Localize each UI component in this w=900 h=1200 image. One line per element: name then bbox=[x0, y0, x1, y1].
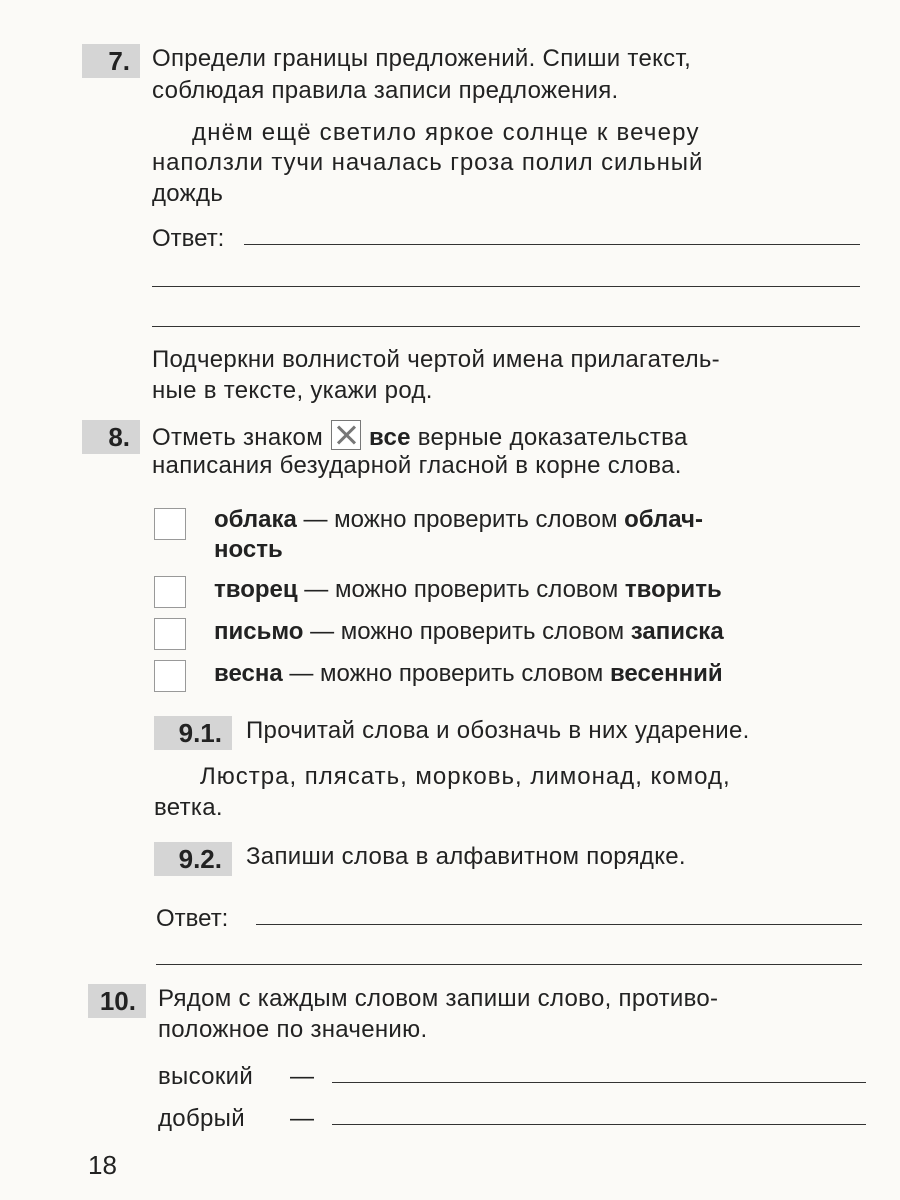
option-check-word: ность bbox=[214, 536, 283, 563]
option-middle: — можно проверить словом bbox=[282, 660, 610, 687]
instruction-emphasis: все bbox=[369, 424, 411, 451]
cross-mark-icon bbox=[331, 420, 361, 450]
option-text bbox=[214, 659, 723, 689]
option-check-word: записка bbox=[630, 618, 724, 645]
task-instruction: Подчеркни волнистой чертой имена прилагатель- bbox=[152, 346, 720, 373]
option-checkbox[interactable] bbox=[154, 618, 186, 650]
option-checkbox[interactable] bbox=[154, 508, 186, 540]
page-number: 18 bbox=[88, 1150, 117, 1180]
option-check-word: весенний bbox=[609, 660, 723, 687]
word-item: добрый bbox=[158, 1105, 245, 1132]
answer-line[interactable] bbox=[332, 1082, 866, 1083]
answer-line[interactable] bbox=[152, 286, 860, 287]
task-instruction: Запиши слова в алфавитном порядке. bbox=[246, 843, 686, 870]
task-instruction: положное по значению. bbox=[158, 1016, 428, 1043]
option-checkbox[interactable] bbox=[154, 576, 186, 608]
answer-label: Ответ: bbox=[156, 905, 229, 932]
exercise-text: дождь bbox=[152, 180, 224, 207]
task-instruction: ные в тексте, укажи род. bbox=[152, 377, 433, 404]
word-item: высокий bbox=[158, 1063, 254, 1090]
task-number: 9.1. bbox=[154, 716, 232, 750]
option-check-word: творить bbox=[624, 576, 722, 603]
task-number: 10. bbox=[88, 984, 146, 1018]
option-middle: — можно проверить словом bbox=[297, 576, 625, 603]
answer-line[interactable] bbox=[256, 924, 862, 925]
task-number: 7. bbox=[82, 44, 140, 78]
answer-line[interactable] bbox=[332, 1124, 866, 1125]
option-text bbox=[214, 505, 860, 535]
option-word: облака bbox=[214, 506, 297, 533]
task-instruction: Прочитай слова и обозначь в них ударение. bbox=[246, 717, 750, 744]
answer-line[interactable] bbox=[156, 964, 862, 965]
task-number: 8. bbox=[82, 420, 140, 454]
task-instruction: Определи границы предложений. Спиши текст, bbox=[152, 45, 692, 72]
exercise-text: наползли тучи началась гроза полил сильный bbox=[152, 149, 704, 176]
option-middle: — можно проверить словом bbox=[296, 506, 625, 533]
answer-line[interactable] bbox=[244, 244, 860, 245]
task-instruction bbox=[152, 420, 860, 453]
option-word: творец bbox=[214, 576, 298, 603]
dash: — bbox=[290, 1063, 315, 1090]
exercise-text: днём ещё светило яркое солнце к вечеру bbox=[192, 119, 700, 146]
task-instruction: Рядом с каждым словом запиши слово, противо- bbox=[158, 985, 719, 1012]
option-text-continued bbox=[214, 535, 283, 565]
answer-line[interactable] bbox=[152, 326, 860, 327]
option-middle: — можно проверить словом bbox=[303, 618, 631, 645]
option-checkbox[interactable] bbox=[154, 660, 186, 692]
instruction-text: верные доказательства bbox=[417, 424, 688, 451]
option-check-word: облач- bbox=[624, 506, 703, 533]
word-list: ветка. bbox=[154, 794, 223, 821]
option-word: весна bbox=[214, 660, 283, 687]
task-instruction: написания безударной гласной в корне слова. bbox=[152, 452, 682, 479]
task-instruction: соблюдая правила записи предложения. bbox=[152, 77, 619, 104]
dash: — bbox=[290, 1105, 315, 1132]
answer-label: Ответ: bbox=[152, 225, 225, 252]
word-list: Люстра, плясать, морковь, лимонад, комод, bbox=[200, 763, 731, 790]
option-text bbox=[214, 617, 724, 647]
option-word: письмо bbox=[214, 618, 304, 645]
task-number: 9.2. bbox=[154, 842, 232, 876]
instruction-text: Отметь знаком bbox=[152, 424, 323, 451]
option-text bbox=[214, 575, 722, 605]
